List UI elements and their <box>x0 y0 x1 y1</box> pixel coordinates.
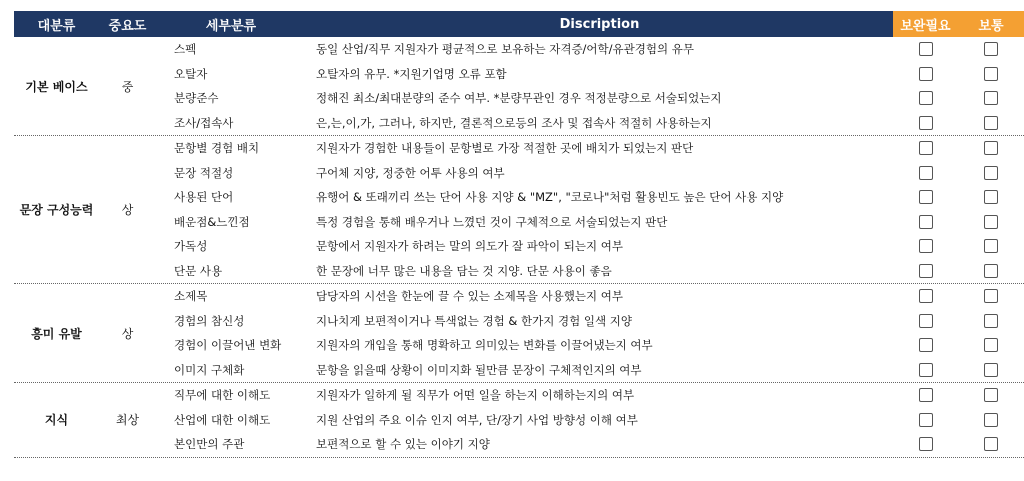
group-rows <box>156 37 1024 135</box>
row-subcategory: 배운점&느낀점 <box>174 214 250 229</box>
needs-improvement-checkbox-cell <box>893 215 958 229</box>
table-row <box>156 358 1024 383</box>
group-category: 지식 <box>44 413 69 428</box>
needs-improvement-checkbox[interactable] <box>919 314 933 328</box>
normal-checkbox[interactable] <box>984 116 998 130</box>
table-row <box>156 86 1024 111</box>
normal-checkbox[interactable] <box>984 91 998 105</box>
needs-improvement-checkbox-cell <box>893 413 958 427</box>
group-importance: 중 <box>121 79 134 94</box>
header-normal: 보통 <box>958 11 1024 37</box>
needs-improvement-checkbox-cell <box>893 388 958 402</box>
table-row <box>156 234 1024 259</box>
row-description: 오탈자의 유무. *지원기업명 오류 포함 <box>316 66 507 81</box>
normal-checkbox-cell <box>958 67 1024 81</box>
needs-improvement-checkbox[interactable] <box>919 116 933 130</box>
row-subcategory: 본인만의 주관 <box>174 437 245 452</box>
table-row <box>156 111 1024 136</box>
needs-improvement-checkbox-cell <box>893 239 958 253</box>
row-description: 지원자가 경험한 내용들이 문항별로 가장 적절한 곳에 배치가 되었는지 판단 <box>316 141 694 156</box>
row-description: 문항을 읽을때 상황이 이미지화 될만큼 문장이 구체적인지의 여부 <box>316 362 642 377</box>
needs-improvement-checkbox[interactable] <box>919 67 933 81</box>
group-category: 문장 구성능력 <box>19 203 94 217</box>
group-rows <box>156 383 1024 457</box>
normal-checkbox-cell <box>958 42 1024 56</box>
table-row <box>156 62 1024 87</box>
needs-improvement-checkbox[interactable] <box>919 413 933 427</box>
needs-improvement-checkbox[interactable] <box>919 91 933 105</box>
needs-improvement-checkbox[interactable] <box>919 363 933 377</box>
normal-checkbox-cell <box>958 116 1024 130</box>
normal-checkbox-cell <box>958 413 1024 427</box>
row-subcategory: 사용된 단어 <box>174 190 234 205</box>
needs-improvement-checkbox[interactable] <box>919 437 933 451</box>
row-subcategory: 경험의 참신성 <box>174 313 245 328</box>
normal-checkbox-cell <box>958 264 1024 278</box>
row-description: 정해진 최소/최대분량의 준수 여부. *분량무관인 경우 적정분량으로 서술되었는지 <box>316 91 722 106</box>
table-row <box>156 136 1024 161</box>
group-importance: 상 <box>121 326 134 341</box>
needs-improvement-checkbox-cell <box>893 116 958 130</box>
normal-checkbox-cell <box>958 91 1024 105</box>
normal-checkbox[interactable] <box>984 141 998 155</box>
normal-checkbox-cell <box>958 338 1024 352</box>
table-row <box>156 259 1024 284</box>
row-subcategory: 경험이 이끌어낸 변화 <box>174 338 282 353</box>
row-subcategory: 소제목 <box>174 289 208 304</box>
row-description: 유행어 & 또래끼리 쓰는 단어 사용 지양 & "MZ", "코로나"처럼 활용빈도 높은 단어 사용 지양 <box>316 190 784 205</box>
needs-improvement-checkbox[interactable] <box>919 190 933 204</box>
needs-improvement-checkbox-cell <box>893 190 958 204</box>
group-importance: 최상 <box>115 413 140 428</box>
normal-checkbox[interactable] <box>984 190 998 204</box>
normal-checkbox[interactable] <box>984 42 998 56</box>
normal-checkbox-cell <box>958 314 1024 328</box>
row-subcategory: 가독성 <box>174 239 208 254</box>
row-subcategory: 직무에 대한 이해도 <box>174 388 271 403</box>
header-category: 대분류 <box>14 11 99 37</box>
needs-improvement-checkbox[interactable] <box>919 239 933 253</box>
table-group <box>14 37 1024 136</box>
needs-improvement-checkbox[interactable] <box>919 338 933 352</box>
row-subcategory: 문항별 경험 배치 <box>174 141 260 156</box>
row-subcategory: 이미지 구체화 <box>174 362 245 377</box>
normal-checkbox[interactable] <box>984 67 998 81</box>
needs-improvement-checkbox-cell <box>893 338 958 352</box>
needs-improvement-checkbox[interactable] <box>919 215 933 229</box>
row-description: 보편적으로 할 수 있는 이야기 지양 <box>316 437 490 452</box>
normal-checkbox-cell <box>958 141 1024 155</box>
normal-checkbox[interactable] <box>984 314 998 328</box>
needs-improvement-checkbox-cell <box>893 141 958 155</box>
row-description: 지원자의 개입을 통해 명확하고 의미있는 변화를 이끌어냈는지 여부 <box>316 338 653 353</box>
table-row <box>156 408 1024 433</box>
table-group <box>14 136 1024 284</box>
row-description: 지원자가 일하게 될 직무가 어떤 일을 하는지 이해하는지의 여부 <box>316 388 635 403</box>
row-description: 담당자의 시선을 한눈에 끌 수 있는 소제목을 사용했는지 여부 <box>316 289 623 304</box>
table-row <box>156 284 1024 309</box>
group-importance: 상 <box>121 203 134 217</box>
normal-checkbox[interactable] <box>984 264 998 278</box>
needs-improvement-checkbox[interactable] <box>919 141 933 155</box>
header-importance: 중요도 <box>99 11 156 37</box>
normal-checkbox[interactable] <box>984 437 998 451</box>
normal-checkbox[interactable] <box>984 338 998 352</box>
group-rows <box>156 284 1024 382</box>
row-subcategory: 산업에 대한 이해도 <box>174 412 271 427</box>
needs-improvement-checkbox-cell <box>893 67 958 81</box>
normal-checkbox[interactable] <box>984 289 998 303</box>
normal-checkbox[interactable] <box>984 388 998 402</box>
evaluation-table <box>14 11 1024 458</box>
needs-improvement-checkbox[interactable] <box>919 264 933 278</box>
row-description: 한 문장에 너무 많은 내용을 담는 것 지양. 단문 사용이 좋음 <box>316 263 612 278</box>
row-subcategory: 스펙 <box>174 42 197 57</box>
normal-checkbox-cell <box>958 239 1024 253</box>
normal-checkbox-cell <box>958 166 1024 180</box>
needs-improvement-checkbox-cell <box>893 42 958 56</box>
table-header <box>14 11 1024 37</box>
normal-checkbox-cell <box>958 289 1024 303</box>
row-subcategory: 단문 사용 <box>174 263 223 278</box>
header-description: Discription <box>306 11 893 37</box>
needs-improvement-checkbox[interactable] <box>919 388 933 402</box>
needs-improvement-checkbox[interactable] <box>919 289 933 303</box>
needs-improvement-checkbox-cell <box>893 363 958 377</box>
header-needs-improvement: 보완필요 <box>893 11 958 37</box>
table-group <box>14 284 1024 383</box>
row-description: 지원 산업의 주요 이슈 인지 여부, 단/장기 사업 방향성 이해 여부 <box>316 412 638 427</box>
normal-checkbox[interactable] <box>984 239 998 253</box>
table-row <box>156 333 1024 358</box>
table-group <box>14 383 1024 458</box>
group-category: 흥미 유발 <box>31 326 82 341</box>
normal-checkbox-cell <box>958 215 1024 229</box>
row-subcategory: 오탈자 <box>174 66 208 81</box>
normal-checkbox[interactable] <box>984 215 998 229</box>
row-description: 지나치게 보편적이거나 특색없는 경험 & 한가지 경험 일색 지양 <box>316 313 632 328</box>
table-row <box>156 383 1024 408</box>
table-row <box>156 161 1024 186</box>
row-subcategory: 문장 적절성 <box>174 165 234 180</box>
table-body <box>14 37 1024 458</box>
row-subcategory: 분량준수 <box>174 91 219 106</box>
normal-checkbox-cell <box>958 363 1024 377</box>
table-row <box>156 210 1024 235</box>
table-row <box>156 432 1024 457</box>
needs-improvement-checkbox[interactable] <box>919 166 933 180</box>
normal-checkbox[interactable] <box>984 413 998 427</box>
normal-checkbox-cell <box>958 437 1024 451</box>
normal-checkbox-cell <box>958 388 1024 402</box>
row-description: 구어체 지양, 정중한 어투 사용의 여부 <box>316 165 505 180</box>
needs-improvement-checkbox[interactable] <box>919 42 933 56</box>
needs-improvement-checkbox-cell <box>893 91 958 105</box>
table-row <box>156 185 1024 210</box>
needs-improvement-checkbox-cell <box>893 437 958 451</box>
row-subcategory: 조사/접속사 <box>174 115 234 130</box>
group-category: 기본 베이스 <box>25 79 88 94</box>
normal-checkbox-cell <box>958 190 1024 204</box>
needs-improvement-checkbox-cell <box>893 166 958 180</box>
group-rows <box>156 136 1024 283</box>
normal-checkbox[interactable] <box>984 166 998 180</box>
normal-checkbox[interactable] <box>984 363 998 377</box>
table-row <box>156 37 1024 62</box>
needs-improvement-checkbox-cell <box>893 314 958 328</box>
header-subcategory: 세부분류 <box>156 11 306 37</box>
row-description: 동일 산업/직무 지원자가 평균적으로 보유하는 자격증/어학/유관경험의 유무 <box>316 42 694 57</box>
table-row <box>156 309 1024 334</box>
needs-improvement-checkbox-cell <box>893 264 958 278</box>
row-description: 특정 경험을 통해 배우거나 느꼈던 것이 구체적으로 서술되었는지 판단 <box>316 214 668 229</box>
row-description: 문항에서 지원자가 하려는 말의 의도가 잘 파악이 되는지 여부 <box>316 239 623 254</box>
needs-improvement-checkbox-cell <box>893 289 958 303</box>
row-description: 은,는,이,가, 그러나, 하지만, 결론적으로등의 조사 및 접속사 적절히 사용하는지 <box>316 115 712 130</box>
